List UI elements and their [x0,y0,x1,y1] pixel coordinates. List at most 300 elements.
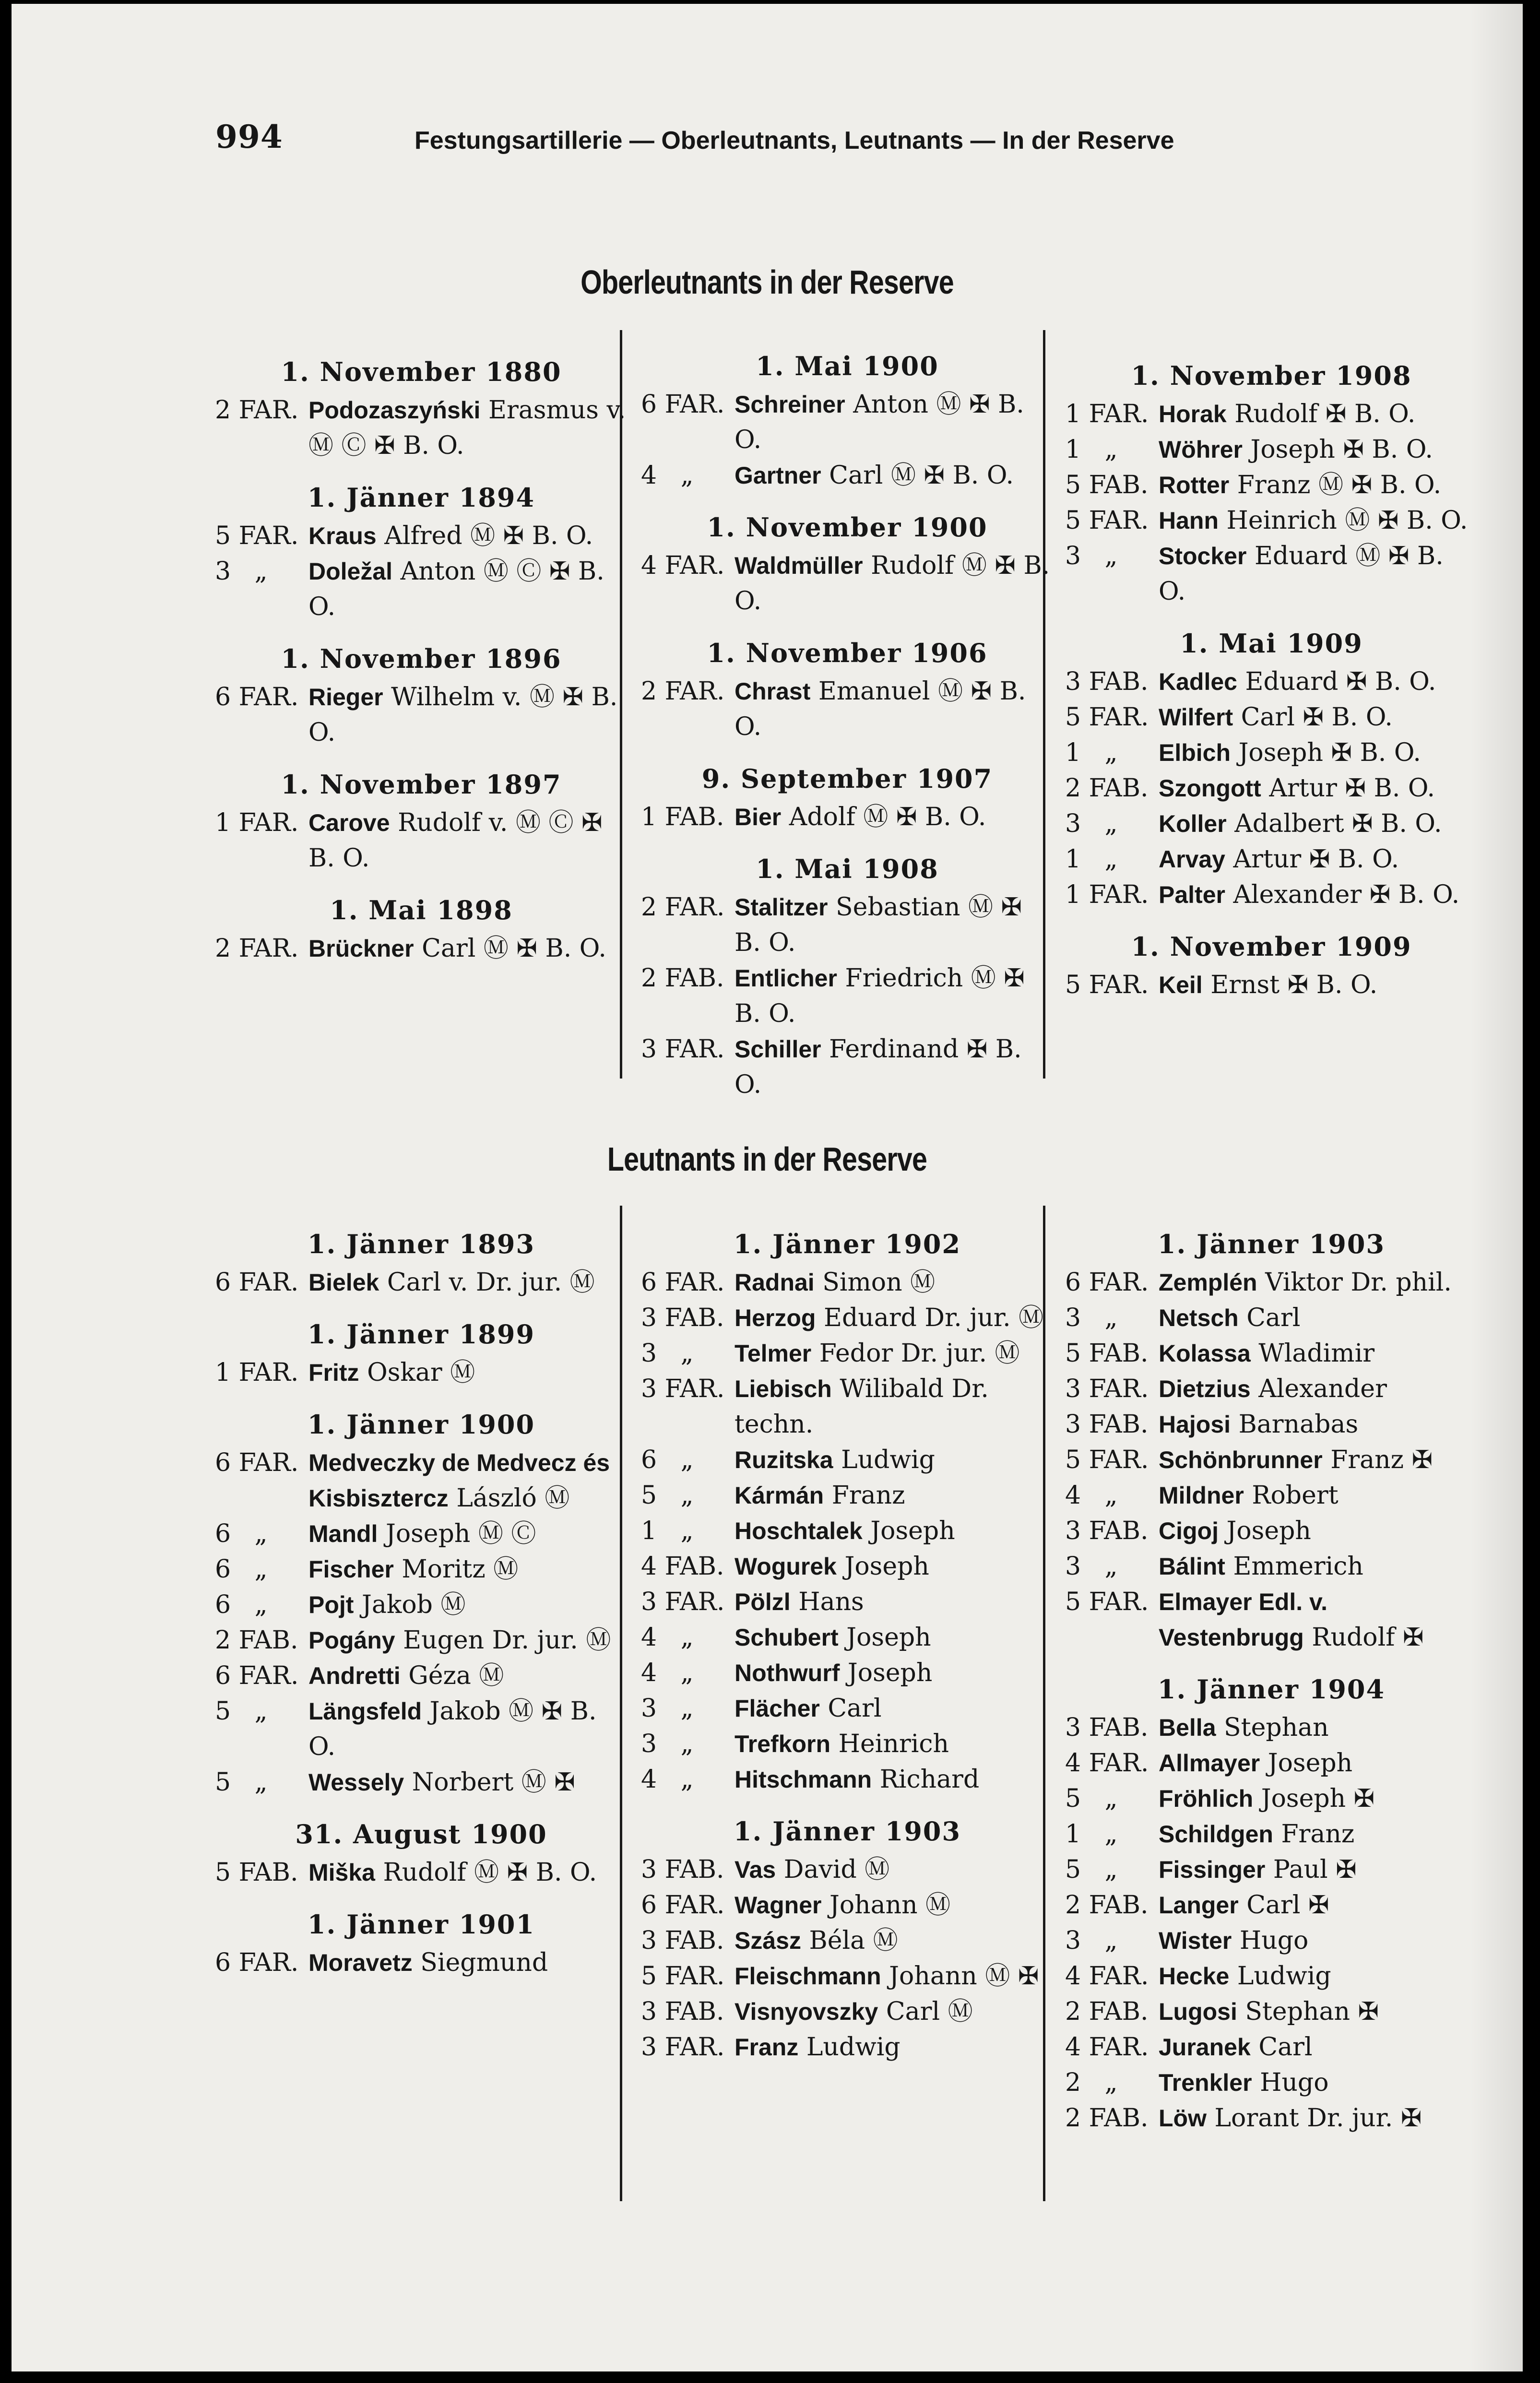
officer-surname: Löw [1159,2105,1207,2132]
date-heading: 1. Jänner 1903 [733,1816,961,1847]
officer-details: Eduard Ⓜ ✠ B. O. [1159,542,1444,606]
officer-surname: Flächer [734,1695,820,1722]
officer-entry [308,805,628,876]
unit-label: 3 „ [641,1694,694,1723]
unit-label: 5 FAB. [1065,471,1149,499]
officer-details: Géza Ⓜ [408,1661,504,1690]
officer-details: Joseph ✠ B. O. [1250,435,1433,464]
officer-entry [308,518,628,554]
list-item [1065,1710,1478,1745]
unit-label: 3 FAR. [1065,1375,1149,1403]
officer-surname: Wilfert [1159,704,1233,731]
list-item [215,518,628,554]
list-item [215,392,628,463]
officer-surname: Längsfeld [308,1698,422,1725]
officer-details: Anton Ⓜ Ⓒ ✠ B. O. [308,557,604,621]
date-heading: 9. September 1907 [701,763,993,794]
officer-surname: Entlicher [734,965,837,992]
officer-entry [734,1265,1054,1300]
list-item [1065,735,1478,771]
page-edge-shadow [1470,4,1523,2371]
officer-entry [1159,806,1478,842]
officer-entry [734,1887,1054,1923]
officer-details: Johann Ⓜ [829,1891,951,1920]
unit-label: 1 FAB. [641,803,724,831]
officer-surname: Miška [308,1859,375,1886]
officer-surname: Fleischmann [734,1963,881,1990]
list-item [1065,1300,1478,1336]
unit-label: 3 FAB. [641,1997,724,2026]
list-item [1065,1336,1478,1371]
unit-label: 3 FAB. [1065,667,1149,696]
officer-surname: Bier [734,804,782,830]
unit-label: 5 FAB. [215,1858,298,1887]
unit-label: 4 „ [641,1659,694,1687]
officer-surname: Allmayer [1159,1750,1260,1777]
unit-label: 3 „ [215,557,268,586]
officer-entry [1159,664,1478,699]
list-item [641,1265,1054,1300]
officer-entry [734,1584,1054,1620]
list-item [1065,2065,1478,2100]
officer-details: Robert [1252,1481,1339,1510]
date-heading: 1. November 1909 [1131,931,1412,962]
officer-surname: Hann [1159,507,1219,534]
unit-label: 2 „ [1065,2068,1118,2097]
list-item [641,1887,1054,1923]
officer-details: Friedrich Ⓜ ✠ B. O. [734,964,1025,1028]
unit-label: 3 „ [1065,1552,1118,1581]
unit-label: 1 FAR. [215,1358,299,1387]
officer-details: László Ⓜ [456,1484,570,1513]
officer-details: Rudolf ✠ B. O. [1234,400,1416,428]
officer-details: Carl Ⓜ [886,1997,973,2026]
list-item [1065,1513,1478,1549]
officer-entry [1159,735,1478,771]
officer-entry [734,1958,1054,1994]
list-item [641,1478,1054,1513]
officer-surname: Bálint [1159,1553,1225,1580]
list-item [1065,699,1478,735]
officer-entry [1159,1994,1478,2029]
officer-details: Rudolf v. Ⓜ Ⓒ ✠ B. O. [308,808,603,873]
date-heading: 31. August 1900 [295,1819,547,1849]
officer-entry [1159,1887,1478,1923]
officer-surname: Schubert [734,1624,839,1651]
officer-entry [308,1658,628,1694]
officer-details: Emmerich [1233,1552,1363,1581]
officer-entry [734,1923,1054,1958]
list-item [641,548,1054,619]
officer-surname: Hoschtalek [734,1518,863,1544]
list-item [215,1516,628,1552]
date-heading: 1. November 1906 [707,638,988,668]
officer-surname: Dietzius [1159,1375,1251,1402]
officer-details: Carl ✠ [1246,1891,1329,1920]
officer-details: Joseph [1268,1749,1353,1778]
officer-details: Adalbert ✠ B. O. [1234,809,1442,838]
list-item [1065,1816,1478,1852]
unit-label: 4 FAR. [1065,1749,1149,1778]
list-item [1065,2029,1478,2065]
list-item [641,1762,1054,1797]
officer-entry [734,1442,1054,1478]
officer-details: Paul ✠ [1273,1855,1357,1884]
officer-details: Viktor Dr. phil. [1265,1268,1452,1297]
list-item [215,1694,628,1765]
officer-surname: Hajosi [1159,1411,1231,1438]
leutnants-column-1 [215,1226,628,1980]
officer-entry [1159,2029,1478,2065]
officer-surname: Ruzitska [734,1446,833,1473]
unit-label: 2 FAB. [641,964,724,993]
officer-details: Alfred Ⓜ ✠ B. O. [384,522,593,550]
officer-details: Joseph ✠ B. O. [1238,738,1421,767]
officer-surname: Pojt [308,1591,354,1618]
officer-entry [1159,842,1478,877]
unit-label: 4 FAB. [641,1552,724,1581]
officer-surname: Fröhlich [1159,1785,1254,1812]
list-item [641,1994,1054,2029]
officer-surname: Koller [1159,810,1227,837]
officer-entry [308,1855,628,1890]
officer-surname: Herzog [734,1304,816,1331]
unit-label: 2 FAB. [1065,1891,1149,1920]
officer-surname: Schiller [734,1036,821,1063]
list-item [1065,771,1478,806]
unit-label: 3 „ [1065,809,1118,838]
list-item [1065,1994,1478,2029]
unit-label: 5 FAR. [1065,703,1149,732]
officer-entry [734,1994,1054,2029]
officer-surname: Arvay [1159,846,1225,873]
officer-entry [1159,432,1478,467]
officer-surname: Stalitzer [734,894,828,921]
officer-entry [1159,1745,1478,1781]
officer-entry [1159,1958,1478,1994]
officer-details: Ludwig [806,2033,900,2062]
list-item [1065,432,1478,467]
officer-entry [734,1031,1054,1103]
officer-surname: Zemplén [1159,1269,1257,1296]
officer-entry [1159,771,1478,806]
unit-label: 1 „ [1065,845,1118,874]
officer-entry [734,1336,1054,1371]
officer-details: Ludwig [1237,1962,1331,1991]
list-item [1065,1584,1478,1655]
list-item [215,931,628,966]
list-item [215,805,628,876]
unit-label: 4 „ [1065,1481,1118,1510]
officer-entry [734,548,1054,619]
officer-entry [734,458,1054,493]
list-item [641,1726,1054,1762]
officer-surname: Pogány [308,1627,395,1654]
officer-entry [734,1513,1054,1549]
unit-label: 3 FAB. [1065,1713,1149,1742]
unit-label: 5 „ [215,1768,268,1797]
officer-details: Carl Ⓜ ✠ B. O. [422,934,606,963]
running-header: Festungsartillerie — Oberleutnants, Leutnants — In der Reserve [415,127,1174,154]
officer-entry [1159,1371,1478,1407]
officer-details: Carl [828,1694,882,1723]
date-heading: 1. Jänner 1899 [307,1319,535,1350]
unit-label: 1 „ [641,1517,694,1545]
officer-details: Eduard Dr. jur. Ⓜ [824,1304,1044,1332]
officer-details: Anton Ⓜ ✠ B. O. [734,390,1024,454]
unit-label: 5 „ [215,1697,268,1726]
officer-entry [308,1945,628,1980]
officer-entry [734,1691,1054,1726]
unit-label: 4 „ [641,461,694,490]
unit-label: 5 FAR. [641,1962,725,1991]
list-item [641,1549,1054,1584]
officer-details: Lorant Dr. jur. ✠ [1214,2104,1422,2133]
unit-label: 6 „ [215,1590,268,1619]
officer-details: Jakob Ⓜ ✠ B. O. [308,1697,597,1761]
officer-entry [308,1516,628,1552]
list-item [215,1445,628,1516]
unit-label: 6 FAR. [215,1448,299,1477]
list-item [215,1658,628,1694]
officer-surname: Elbich [1159,739,1231,766]
officer-surname: Stocker [1159,543,1247,569]
unit-label: 2 FAR. [215,396,299,425]
officer-details: Adolf Ⓜ ✠ B. O. [789,803,986,831]
officer-surname: Bielek [308,1269,379,1296]
unit-label: 5 „ [641,1481,694,1510]
officer-details: Carl [1258,2033,1313,2062]
officer-entry [1159,1710,1478,1745]
officer-details: Joseph [1226,1517,1311,1545]
officer-entry [308,1265,628,1300]
officer-entry [1159,1407,1478,1442]
list-item [641,799,1054,835]
officer-entry [734,387,1054,458]
officer-surname: Juranek [1159,2034,1251,2061]
list-item [215,1623,628,1658]
officer-surname: Franz [734,2034,799,2061]
officer-entry [308,1765,628,1800]
officer-details: Johann Ⓜ ✠ [889,1962,1039,1991]
unit-label: 1 „ [1065,738,1118,767]
unit-label: 3 „ [1065,1926,1118,1955]
officer-surname: Szongott [1159,775,1261,802]
oberleutnants-column-3 [1065,358,1478,1003]
officer-surname: Carove [308,809,390,836]
unit-label: 1 FAR. [215,808,299,837]
officer-details: Joseph Ⓜ Ⓒ [385,1519,536,1548]
list-item [641,1852,1054,1887]
officer-surname: Kraus [308,522,377,549]
officer-entry [1159,1584,1478,1655]
date-heading: 1. November 1908 [1131,360,1412,391]
officer-entry [734,2029,1054,2065]
list-item [1065,503,1478,538]
unit-label: 5 FAR. [1065,971,1149,999]
officer-entry [734,799,1054,835]
unit-label: 6 „ [215,1555,268,1584]
officer-surname: Vas [734,1856,776,1883]
officer-details: Barnabas [1238,1410,1359,1439]
officer-entry [1159,877,1478,913]
officer-details: Norbert Ⓜ ✠ [412,1768,575,1797]
officer-details: Carl ✠ B. O. [1241,703,1393,732]
list-item [1065,967,1478,1003]
unit-label: 3 FAB. [641,1855,724,1884]
unit-label: 6 FAR. [641,1268,725,1297]
officer-surname: Trefkorn [734,1731,831,1757]
officer-entry [1159,396,1478,432]
officer-entry [734,889,1054,960]
unit-label: 1 „ [1065,435,1118,464]
list-item [215,1587,628,1623]
officer-surname: Horak [1159,401,1227,427]
unit-label: 6 „ [215,1519,268,1548]
officer-surname: Kármán [734,1482,824,1509]
officer-entry [734,1300,1054,1336]
officer-surname: Doležal [308,558,393,585]
officer-surname: Schildgen [1159,1821,1273,1848]
list-item [1065,877,1478,913]
list-item [641,1958,1054,1994]
officer-details: Stephan [1224,1713,1329,1742]
unit-label: 3 „ [641,1730,694,1758]
officer-surname: Langer [1159,1892,1239,1919]
officer-entry [1159,503,1478,538]
officer-details: Oskar Ⓜ [367,1358,475,1387]
section-title-oberleutnants: Oberleutnants in der Reserve [580,263,954,301]
unit-label: 2 FAR. [641,677,725,706]
list-item [1065,1442,1478,1478]
oberleutnants-column-1 [215,354,628,966]
list-item [1065,1407,1478,1442]
officer-entry [308,1355,628,1390]
list-item [1065,538,1478,609]
officer-details: Fedor Dr. jur. Ⓜ [819,1339,1020,1368]
officer-surname: Podozaszyński [308,397,481,424]
officer-surname: Wessely [308,1769,404,1796]
date-heading: 1. Jänner 1903 [1157,1229,1386,1259]
officer-surname: Netsch [1159,1304,1239,1331]
officer-entry [734,960,1054,1031]
oberleutnants-column-2 [641,348,1054,1103]
unit-label: 4 FAR. [641,551,725,580]
officer-details: Siegmund [420,1948,548,1977]
officer-details: Heinrich [838,1730,949,1758]
officer-details: Ludwig [841,1446,935,1474]
officer-details: Artur ✠ B. O. [1269,774,1435,803]
officer-entry [1159,1442,1478,1478]
unit-label: 2 FAB. [1065,774,1149,803]
date-heading: 1. Mai 1908 [756,854,939,884]
unit-label: 3 FAR. [641,1035,725,1064]
officer-details: Franz [831,1481,905,1510]
officer-entry [308,1552,628,1587]
officer-surname: Wagner [734,1892,822,1919]
officer-entry [1159,538,1478,609]
list-item [1065,1265,1478,1300]
officer-surname: Hecke [1159,1963,1230,1990]
unit-label: 6 FAR. [215,683,299,711]
officer-details: Emanuel Ⓜ ✠ B. O. [734,677,1026,741]
officer-surname: Medveczky de Medvecz és Kisbisztercz [308,1449,610,1512]
list-item [641,1442,1054,1478]
officer-entry [1159,1781,1478,1816]
list-item [641,1691,1054,1726]
officer-entry [308,1623,628,1658]
officer-entry [734,1371,1054,1442]
officer-entry [1159,1265,1478,1300]
officer-details: Richard [879,1765,980,1794]
date-heading: 1. Jänner 1902 [733,1229,961,1259]
unit-label: 6 FAR. [641,390,725,419]
officer-entry [734,1726,1054,1762]
unit-label: 3 FAR. [641,2033,725,2062]
list-item [641,960,1054,1031]
list-item [1065,1958,1478,1994]
list-item [1065,1478,1478,1513]
officer-surname: Kadlec [1159,668,1237,695]
officer-details: Joseph [846,1623,931,1652]
officer-entry [1159,2065,1478,2100]
unit-label: 1 FAR. [1065,400,1149,428]
unit-label: 4 FAR. [1065,1962,1149,1991]
unit-label: 2 FAB. [1065,2104,1149,2133]
unit-label: 3 „ [1065,1304,1118,1332]
date-heading: 1. Jänner 1900 [307,1409,535,1440]
date-heading: 1. Jänner 1894 [307,482,535,513]
unit-label: 3 FAB. [641,1304,724,1332]
officer-details: Carl Ⓜ ✠ B. O. [829,461,1014,490]
officer-surname: Liebisch [734,1375,832,1402]
unit-label: 5 FAR. [1065,1588,1149,1616]
officer-details: Joseph [844,1552,929,1581]
officer-surname: Keil [1159,972,1203,998]
leutnants-column-2 [641,1226,1054,2065]
unit-label: 4 „ [641,1623,694,1652]
officer-entry [1159,1816,1478,1852]
officer-surname: Visnyovszky [734,1998,878,2025]
officer-surname: Gartner [734,462,821,489]
officer-entry [308,931,628,966]
officer-details: Wilibald Dr. techn. [734,1375,989,1439]
officer-surname: Nothwurf [734,1660,840,1686]
list-item [1065,1549,1478,1584]
officer-surname: Cigoj [1159,1518,1219,1544]
list-item [641,889,1054,960]
officer-entry [308,1587,628,1623]
officer-surname: Trenkler [1159,2069,1252,2096]
unit-label: 3 FAB. [1065,1410,1149,1439]
officer-details: Rudolf Ⓜ ✠ B. O. [734,551,1050,616]
list-item [1065,1887,1478,1923]
officer-details: Stephan ✠ [1245,1997,1379,2026]
unit-label: 3 FAR. [641,1375,725,1403]
officer-details: Hugo [1239,1926,1309,1955]
officer-surname: Schreiner [734,391,845,418]
list-item [641,387,1054,458]
date-heading: 1. Jänner 1901 [307,1909,535,1940]
officer-surname: Rieger [308,684,383,711]
list-item [215,1355,628,1390]
section-title-leutnants: Leutnants in der Reserve [607,1140,927,1178]
officer-surname: Bella [1159,1714,1216,1741]
list-item [641,2029,1054,2065]
officer-entry [1159,1513,1478,1549]
list-item [215,679,628,750]
officer-surname: Fissinger [1159,1856,1266,1883]
